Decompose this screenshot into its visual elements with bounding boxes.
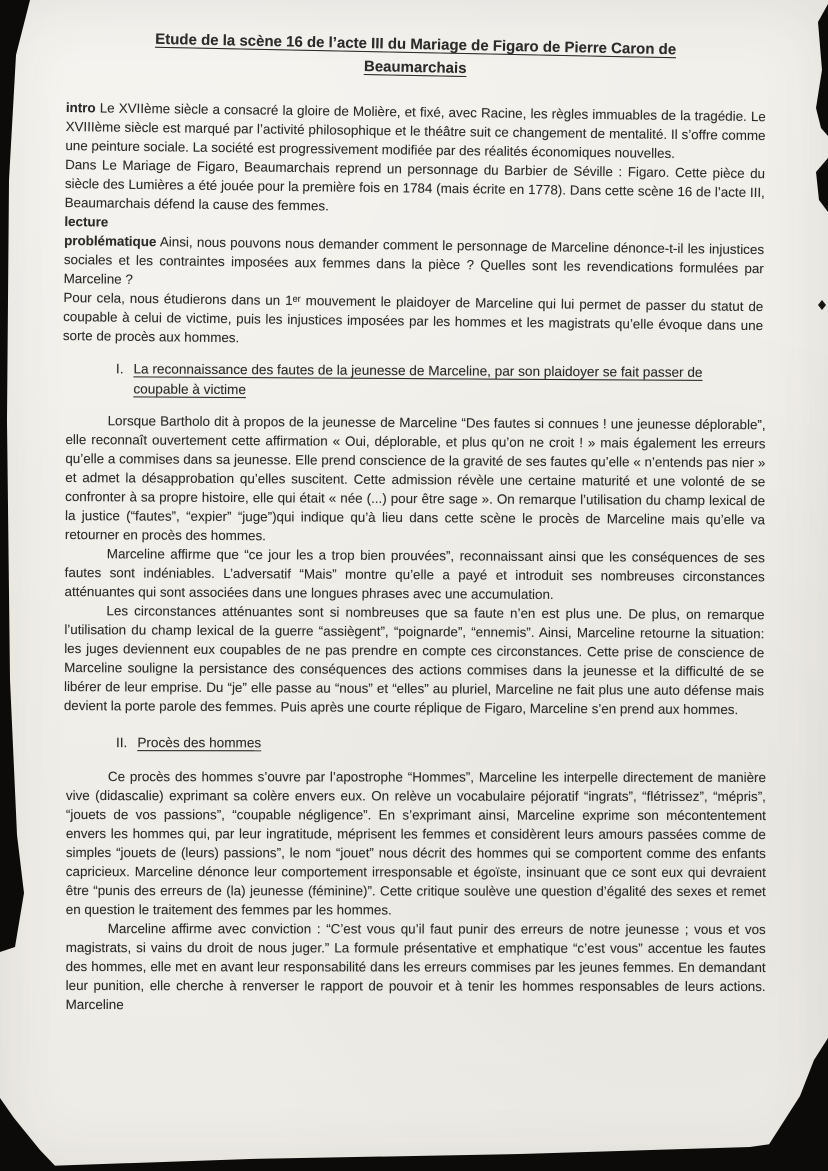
scan-artifact-speck xyxy=(818,300,826,310)
intro-label: intro xyxy=(65,99,96,116)
scan-artifact-bottom-left-corner xyxy=(0,1098,60,1171)
problematique-text: Ainsi, nous pouvons nous demander comment le personnage de Marceline dénonce-t-il les injustices sociales et les contraintes imposées aux femmes dans la pièce ? Quelles sont les revendications formulées par Marceline ? xyxy=(63,234,765,287)
context-paragraph: Dans Le Mariage de Figaro, Beaumarchais reprend un personnage du Barbier de Séville : Figaro. Cette pièce du siècle des Lumières a été jouée pour la première fois en 1784 (mais écrite en 1778). Dans cette scène 16 de l’acte III, Beaumarchais défend la cause des femmes. xyxy=(64,156,766,214)
section-2-paragraph-2: Marceline affirme avec conviction : “C’est vous qu’il faut punir des erreurs de notre jeunesse ; vous et vos magistrats, si vains du droit de nous juger.” La formule présentative et emphatique “c’est vous” accentue les fautes des hommes, elle met en avant leur responsabilité dans les erreurs commises par les jeunes femmes. En demandant leur punition, elle cherche à renverser le rapport de pouvoir et à tenir les hommes responsables de leurs actions. Marceline xyxy=(65,921,766,1013)
intro-block xyxy=(63,98,766,354)
section-1-numeral: I. xyxy=(115,361,124,377)
document-content xyxy=(62,20,766,1014)
scan-artifact-right-edge-mark xyxy=(816,158,828,212)
section-1-paragraph-1: Lorsque Bartholo dit à propos de la jeunesse de Marceline “Des fautes si connues ! une jeunesse déplorable”, elle reconnaît ouvertement cette affirmation « Oui, déplorable, et plus qu’on ne croit ! » mais également les erreurs qu’elle a commises dans sa jeunesse. Elle prend conscience de la gravité de ses fautes qu’elle « n’entends pas nier » et admet la désapprobation qu’elles suscitent. Cette admission révèle une certaine maturité et une volonté de se confronter à sa propre histoire, elle qui était « née (...) pour être sage ». On remarque l’utilisation du champ lexical de la justice (“fautes”, “expier” “juge”)qui indique qu’à lieu dans cette scène le procès de Marceline mais qu’elle va retourner en procès des hommes. xyxy=(64,413,766,544)
scan-artifact-bottom-edge xyxy=(46,1136,828,1171)
scan-artifact-left-edge xyxy=(0,0,30,952)
scan-artifact-bottom-right-corner xyxy=(752,1038,828,1171)
section-1-paragraph-3: Les circonstances atténuantes sont si nombreuses que sa faute n’en est plus une. De plus, on remarque l’utilisation du champ lexical de la guerre “assiègent”, “poignarde”, “ennemis”. Ainsi, Marceline retourne la situation: les juges deviennent eux coupables de ne pas prendre en compte ces circonstances. Cette prise de conscience de Marceline souligne la persistance des conséquences des actions commises dans la jeunesse et la difficulté de se libérer de leur emprise. Du “je” elle passe au “nous” et “elles” au pluriel, Marceline ne fait plus une auto défense mais devient la porte parole des femmes. Puis après une courte réplique de Figaro, Marceline s’en prend aux hommes. xyxy=(63,603,765,718)
section-1-paragraph-2: Marceline affirme que “ce jour les a trop bien prouvées”, reconnaissant ainsi que les conséquences de ses fautes sont indéniables. L’adversatif “Mais” montre qu’elle a payé et introduit ses nombreuses circonstances atténuantes qui sont associées dans une longues phrases avec une accumulation. xyxy=(64,546,765,602)
section-2-numeral: II. xyxy=(115,735,128,751)
lecture-label: lecture xyxy=(64,213,109,230)
plan-paragraph: Pour cela, nous étudierons dans un 1ᵉʳ mouvement le plaidoyer de Marceline qui lui permet de passer du statut de coupable à celui de victime, puis les injustices imposées par les hommes et les magistrats qu’elle évoque dans une sorte de procès aux hommes. xyxy=(62,289,764,346)
title-line-2: Beaumarchais xyxy=(363,57,467,78)
section-2-heading xyxy=(66,733,766,754)
section-1-heading xyxy=(66,359,766,403)
document-title xyxy=(65,26,766,86)
section-1-heading-text: La reconnaissance des fautes de la jeunesse de Marceline, par son plaidoyer se fait passer de coupable à victime xyxy=(133,361,703,398)
section-2-heading-text: Procès des hommes xyxy=(137,735,262,751)
problematique-paragraph xyxy=(64,231,765,297)
title-line-1: Etude de la scène 16 de l’acte III du Mariage de Figaro de Pierre Caron de xyxy=(155,30,677,59)
section-2 xyxy=(66,733,766,1015)
section-1 xyxy=(64,359,766,719)
section-2-paragraph-1: Ce procès des hommes s’ouvre par l’apostrophe “Hommes”, Marceline les interpelle directement de manière vive (didascalie) exprimant sa colère envers eux. On relève un vocabulaire péjoratif “ingrats”, “flétrissez”, “mépris”, “jouets de vos passions”, “coupable négligence”. En s’exprimant ainsi, Marceline exprime son mécontentement envers les hommes qui, par leur ingratitude, méprisent les femmes et considèrent leurs amours passées comme de simples “jouets de (leurs) passions”, le nom “jouet” nous décrit des hommes qui se comportent comme des enfants capricieux. Marceline dénonce leur comportement irresponsable et égoïste, insinuant que ce sont eux qui devraient être “punis des erreurs de (la) jeunesse (féminine)”. Cette critique soulève une question d’égalité des sexes et remet en question le traitement des femmes par les hommes. xyxy=(65,769,766,918)
intro-text: Le XVIIème siècle a consacré la gloire de Molière, et fixé, avec Racine, les règles immuables de la tragédie. Le XVIIIème siècle est marqué par l’activité philosophique et le théâtre suit ce changement de mentalité. Il s’offre comme une peinture sociale. La société est progressivement modifiée par des réalités économiques nouvelles. xyxy=(65,100,766,161)
scan-artifact-top-right-edge xyxy=(816,4,828,136)
intro-paragraph xyxy=(65,98,766,164)
problematique-label: problématique xyxy=(64,232,157,250)
